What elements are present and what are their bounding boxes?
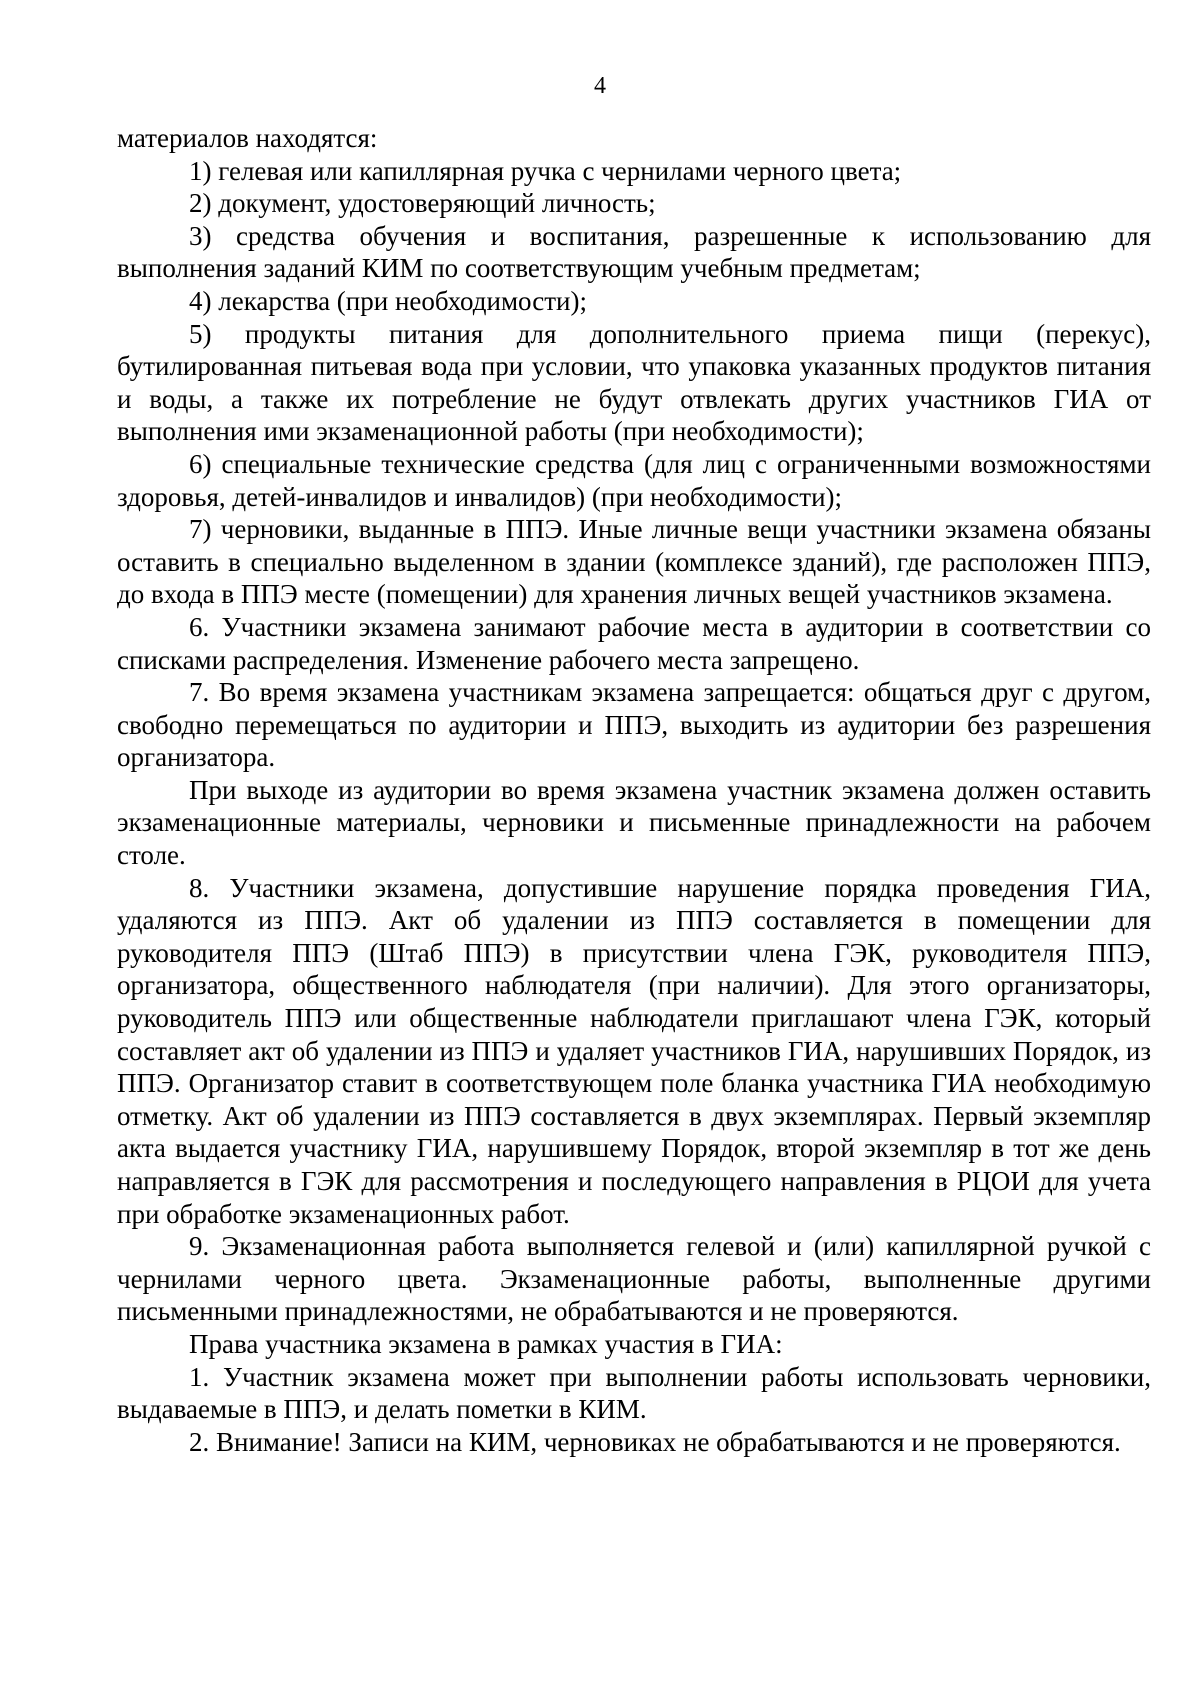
paragraph-continuation: материалов находятся:: [117, 123, 378, 153]
paragraph-rule-9: 9. Экзаменационная работа выполняется гелевой и (или) капиллярной ручкой с чернилами черного цвета. Экзаменационные работы, выполненные другими письменными принадлежностями, не обрабатываются и не проверяются.: [117, 1231, 1151, 1327]
list-item-gel-pen: 1) гелевая или капиллярная ручка с чернилами черного цвета;: [189, 155, 902, 186]
list-item-technical-means: 6) специальные технические средства (для лиц с ограниченными возможностями здоровья, детей-инвалидов и инвалидов) (при необходимости);: [117, 448, 1151, 512]
paragraph-right-1: 1. Участник экзамена может при выполнении работы использовать черновики, выдаваемые в ППЭ, и делать пометки в КИМ.: [117, 1361, 1151, 1425]
list-item-id-document: 2) документ, удостоверяющий личность;: [189, 188, 656, 219]
list-item-study-aids: 3) средства обучения и воспитания, разрешенные к использованию для выполнения заданий КИМ по соответствующим учебным предметам;: [117, 220, 1151, 284]
page-number: 4: [594, 73, 606, 99]
list-item-drafts: 7) черновики, выданные в ППЭ. Иные личные вещи участники экзамена обязаны оставить в специально выделенном в здании (комплексе зданий), где расположен ППЭ, до входа в ППЭ месте (помещении) для хранения личных вещей участников экзамена.: [117, 514, 1151, 610]
document-body: [117, 122, 1151, 1458]
list-item-food-water: 5) продукты питания для дополнительного приема пищи (перекус), бутилированная питьевая вода при условии, что упаковка указанных продуктов питания и воды, а также их потребление не будут отвлекать других участников ГИА от выполнения ими экзаменационной работы (при необходимости);: [117, 318, 1151, 447]
paragraph-rule-7: 7. Во время экзамена участникам экзамена запрещается: общаться друг с другом, свободно перемещаться по аудитории и ППЭ, выходить из аудитории без разрешения организатора.: [117, 677, 1151, 773]
paragraph-rule-6: 6. Участники экзамена занимают рабочие места в аудитории в соответствии со списками распределения. Изменение рабочего места запрещено.: [117, 611, 1151, 675]
paragraph-rule-8: 8. Участники экзамена, допустившие нарушение порядка проведения ГИА, удаляются из ППЭ. Акт об удалении из ППЭ составляется в помещении для руководителя ППЭ (Штаб ППЭ) в присутствии члена ГЭК, руководителя ППЭ, организатора, общественного наблюдателя (при наличии). Для этого организаторы, руководитель ППЭ или общественные наблюдатели приглашают члена ГЭК, который составляет акт об удалении из ППЭ и удаляет участников ГИА, нарушивших Порядок, из ППЭ. Организатор ставит в соответствующем поле бланка участника ГИА необходимую отметку. Акт об удалении из ППЭ составляется в двух экземплярах. Первый экземпляр акта выдается участнику ГИА, нарушившему Порядок, второй экземпляр в тот же день направляется в ГЭК для рассмотрения и последующего направления в РЦОИ для учета при обработке экзаменационных работ.: [117, 872, 1151, 1229]
paragraph-right-2: 2. Внимание! Записи на КИМ, черновиках не обрабатываются и не проверяются.: [189, 1426, 1121, 1457]
paragraph-rights-heading: Права участника экзамена в рамках участия в ГИА:: [189, 1328, 783, 1359]
paragraph-leaving-room: При выходе из аудитории во время экзамена участник экзамена должен оставить экзаменационные материалы, черновики и письменные принадлежности на рабочем столе.: [117, 774, 1151, 871]
list-item-medicine: 4) лекарства (при необходимости);: [189, 285, 587, 316]
